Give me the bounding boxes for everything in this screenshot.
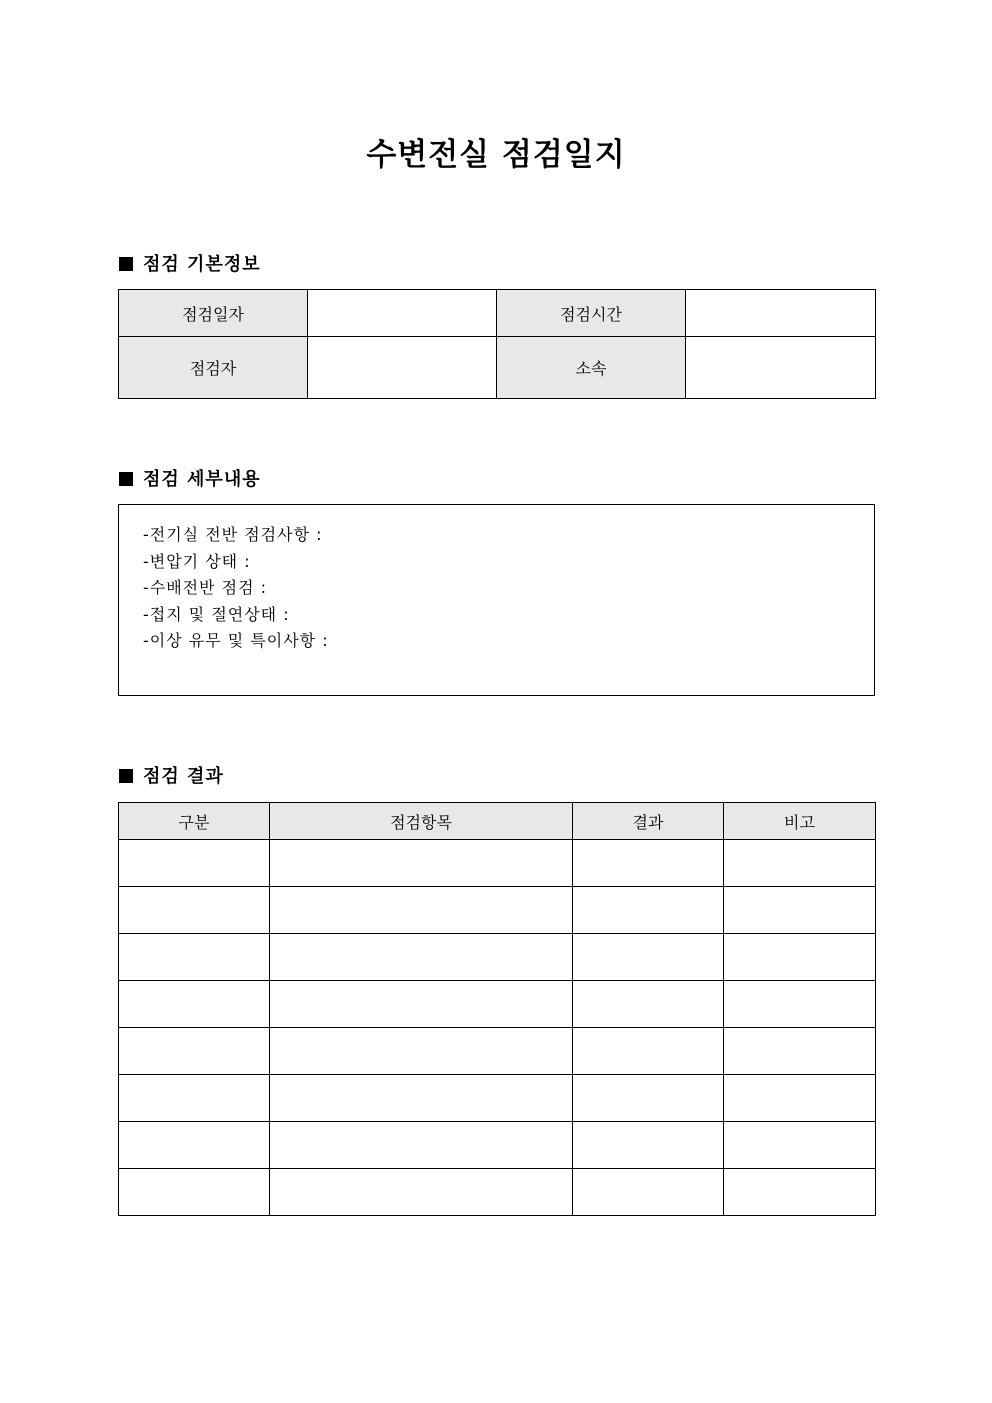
item-cell[interactable] xyxy=(270,1169,573,1216)
table-row xyxy=(119,290,876,337)
results-table xyxy=(118,802,876,1216)
column-header-category: 구분 xyxy=(119,803,270,840)
remarks-cell[interactable] xyxy=(724,1122,876,1169)
column-header-result: 결과 xyxy=(573,803,724,840)
result-cell[interactable] xyxy=(573,1169,724,1216)
item-cell[interactable] xyxy=(270,934,573,981)
square-bullet-icon xyxy=(119,472,133,486)
table-row xyxy=(119,1169,876,1216)
category-cell[interactable] xyxy=(119,1122,270,1169)
category-cell[interactable] xyxy=(119,1028,270,1075)
result-cell[interactable] xyxy=(573,840,724,887)
remarks-cell[interactable] xyxy=(724,887,876,934)
inspector-field[interactable] xyxy=(308,337,497,399)
item-cell[interactable] xyxy=(270,840,573,887)
category-cell[interactable] xyxy=(119,981,270,1028)
basic-info-table xyxy=(118,289,876,399)
details-list xyxy=(119,505,874,655)
detail-item: -이상 유무 및 특이사항 : xyxy=(143,631,329,650)
remarks-cell[interactable] xyxy=(724,840,876,887)
category-cell[interactable] xyxy=(119,840,270,887)
remarks-cell[interactable] xyxy=(724,981,876,1028)
item-cell[interactable] xyxy=(270,1122,573,1169)
inspector-label: 점검자 xyxy=(119,337,308,399)
table-row xyxy=(119,887,876,934)
category-cell[interactable] xyxy=(119,934,270,981)
section-heading-results xyxy=(119,765,224,789)
time-label: 점검시간 xyxy=(497,290,686,337)
table-row xyxy=(119,840,876,887)
column-header-remarks: 비고 xyxy=(724,803,876,840)
date-field[interactable] xyxy=(308,290,497,337)
remarks-cell[interactable] xyxy=(724,1075,876,1122)
table-header-row xyxy=(119,803,876,840)
item-cell[interactable] xyxy=(270,887,573,934)
remarks-cell[interactable] xyxy=(724,1028,876,1075)
affiliation-label: 소속 xyxy=(497,337,686,399)
remarks-cell[interactable] xyxy=(724,934,876,981)
category-cell[interactable] xyxy=(119,1169,270,1216)
result-cell[interactable] xyxy=(573,1075,724,1122)
section-heading-label: 점검 결과 xyxy=(143,766,224,787)
detail-item: -전기실 전반 점검사항 : xyxy=(143,525,323,544)
detail-item: -수배전반 점검 : xyxy=(143,578,268,597)
item-cell[interactable] xyxy=(270,1075,573,1122)
section-heading-label: 점검 기본정보 xyxy=(143,254,261,275)
result-cell[interactable] xyxy=(573,934,724,981)
section-heading-label: 점검 세부내용 xyxy=(143,469,261,490)
result-cell[interactable] xyxy=(573,1028,724,1075)
detail-item: -접지 및 절연상태 : xyxy=(143,604,290,624)
item-cell[interactable] xyxy=(270,981,573,1028)
table-row xyxy=(119,337,876,399)
column-header-item: 점검항목 xyxy=(270,803,573,840)
square-bullet-icon xyxy=(119,257,133,271)
table-row xyxy=(119,1028,876,1075)
date-label: 점검일자 xyxy=(119,290,308,337)
result-cell[interactable] xyxy=(573,1122,724,1169)
document-title: 수변전실 점검일지 xyxy=(366,137,626,173)
section-heading-details xyxy=(119,468,261,492)
affiliation-field[interactable] xyxy=(686,337,876,399)
time-field[interactable] xyxy=(686,290,876,337)
square-bullet-icon xyxy=(119,769,133,783)
table-row xyxy=(119,981,876,1028)
category-cell[interactable] xyxy=(119,1075,270,1122)
result-cell[interactable] xyxy=(573,887,724,934)
table-row xyxy=(119,1122,876,1169)
table-row xyxy=(119,934,876,981)
details-box[interactable] xyxy=(118,504,875,696)
detail-item: -변압기 상태 : xyxy=(143,551,251,571)
result-cell[interactable] xyxy=(573,981,724,1028)
category-cell[interactable] xyxy=(119,887,270,934)
remarks-cell[interactable] xyxy=(724,1169,876,1216)
table-row xyxy=(119,1075,876,1122)
item-cell[interactable] xyxy=(270,1028,573,1075)
section-heading-basic-info xyxy=(119,253,261,277)
